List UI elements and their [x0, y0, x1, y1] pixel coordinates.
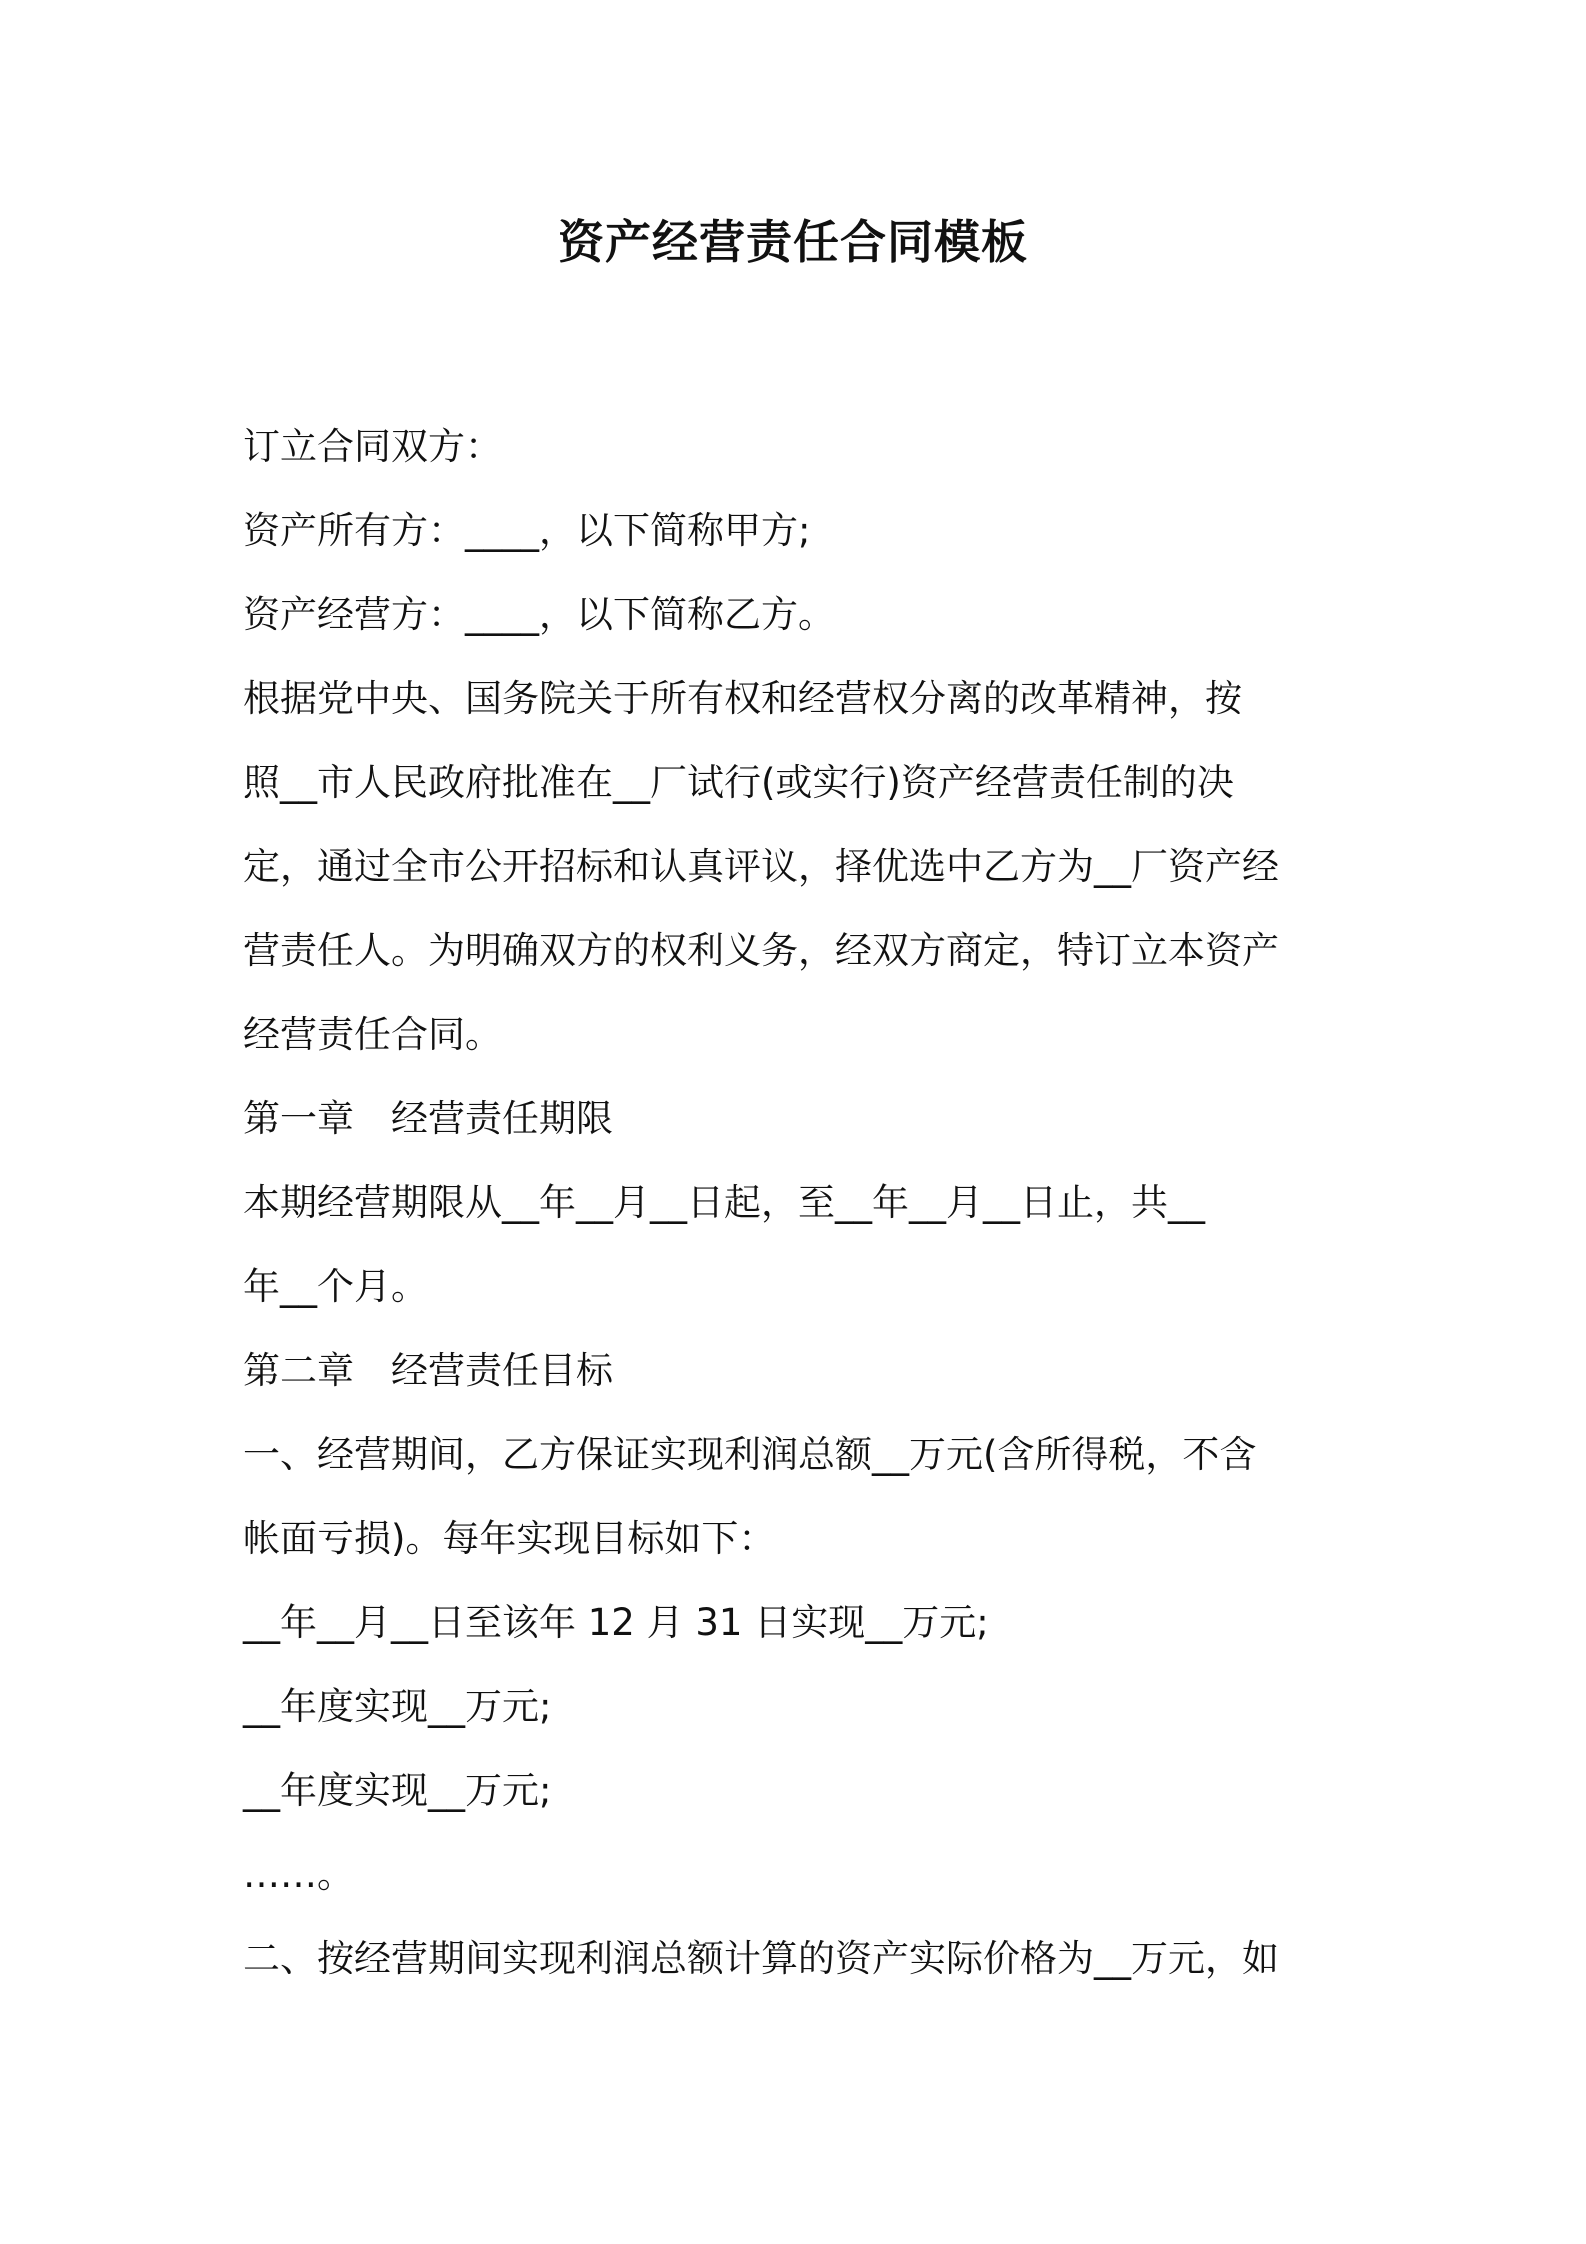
preamble-line: 经营责任合同。	[243, 1013, 502, 1056]
preamble-line: 照__市人民政府批准在__厂试行(或实行)资产经营责任制的决	[243, 761, 1234, 804]
preamble-line: 定，通过全市公开招标和认真评议，择优选中乙方为__厂资产经	[243, 845, 1279, 888]
term-line: 本期经营期限从__年__月__日起，至__年__月__日止，共__	[243, 1181, 1205, 1224]
term-line: 年__个月。	[243, 1265, 428, 1308]
target-line: __年__月__日至该年 12 月 31 日实现__万元;	[243, 1601, 989, 1644]
chapter-heading: 第二章 经营责任目标	[243, 1349, 613, 1392]
chapter-heading: 第一章 经营责任期限	[243, 1097, 613, 1140]
target-line: 帐面亏损)。每年实现目标如下：	[243, 1517, 776, 1560]
party-intro: 订立合同双方：	[243, 425, 502, 468]
target-line: 一、经营期间，乙方保证实现利润总额__万元(含所得税，不含	[243, 1433, 1257, 1476]
preamble-line: 根据党中央、国务院关于所有权和经营权分离的改革精神，按	[243, 677, 1242, 720]
party-operator: 资产经营方：____，以下简称乙方。	[243, 593, 835, 636]
preamble-line: 营责任人。为明确双方的权利义务，经双方商定，特订立本资产	[243, 929, 1279, 972]
target-line: 二、按经营期间实现利润总额计算的资产实际价格为__万元，如	[243, 1937, 1279, 1980]
target-line: __年度实现__万元;	[243, 1769, 552, 1812]
document-body	[243, 405, 1353, 2001]
target-line: ……。	[243, 1853, 354, 1896]
document-title: 资产经营责任合同模板	[558, 215, 1028, 269]
target-line: __年度实现__万元;	[243, 1685, 552, 1728]
party-owner: 资产所有方：____，以下简称甲方;	[243, 509, 811, 552]
